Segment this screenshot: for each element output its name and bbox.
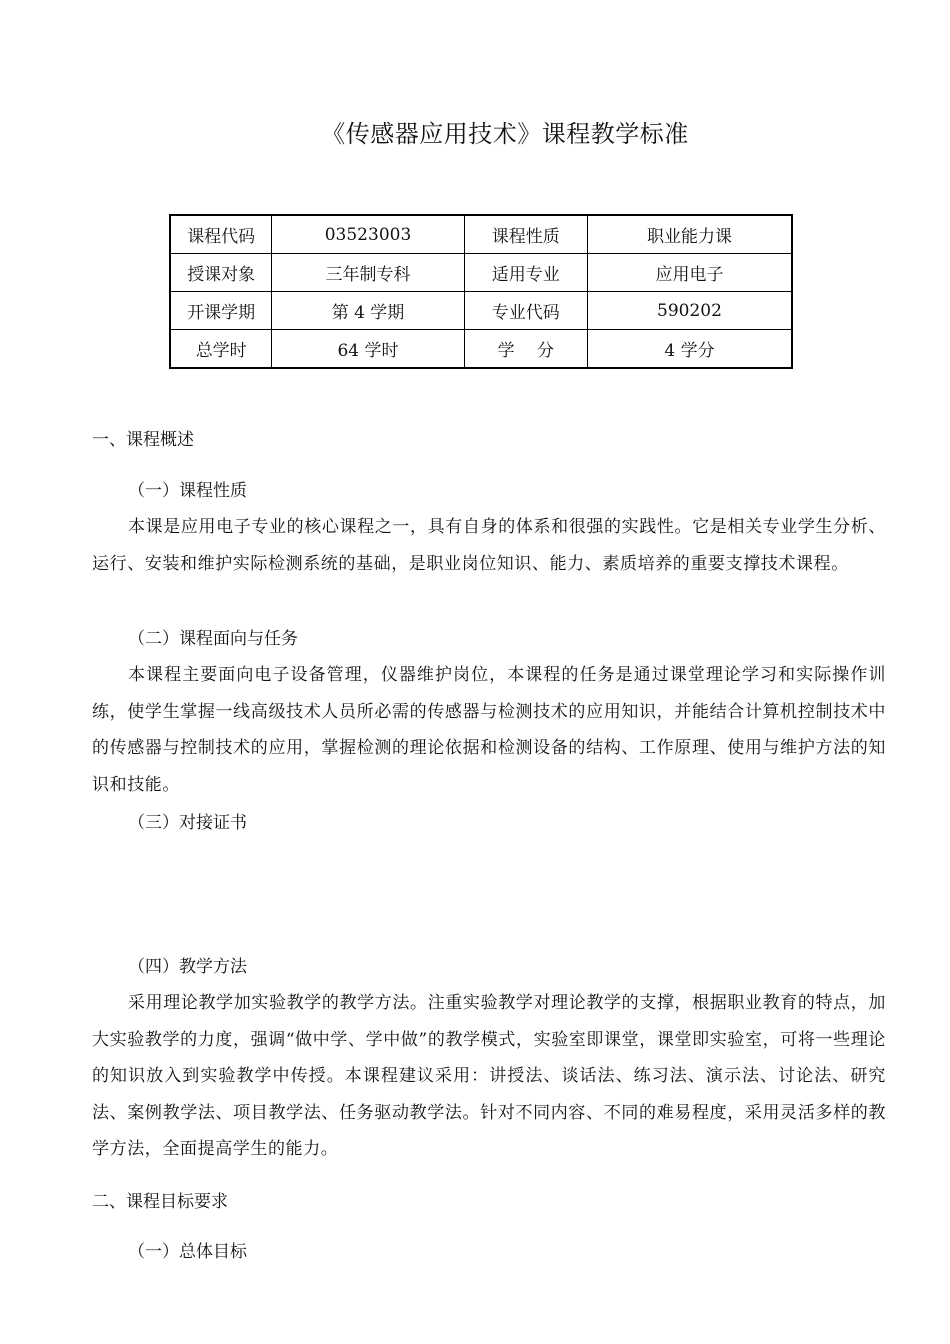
table-cell: 开课学期 <box>170 292 272 330</box>
subsection-heading-nature: （一）课程性质 <box>128 481 247 501</box>
subsection-heading-methods: （四）教学方法 <box>128 957 247 977</box>
section-heading-overview: 一、课程概述 <box>92 430 194 450</box>
table-cell: 64 学时 <box>272 330 464 369</box>
table-cell: 适用专业 <box>464 254 587 292</box>
table-row <box>170 254 792 292</box>
subsection-heading-certificate: （三）对接证书 <box>128 813 247 833</box>
table-cell: 学 分 <box>464 330 587 369</box>
table-cell: 专业代码 <box>464 292 587 330</box>
table-cell: 总学时 <box>170 330 272 369</box>
table-row <box>170 330 792 369</box>
paragraph-methods: 采用理论教学加实验教学的教学方法。注重实验教学对理论教学的支撑，根据职业教育的特点，加大实验教学的力度，强调“做中学、学中做”的教学模式，实验室即课堂，课堂即实验室，可将一些理论的知识放入到实验教学中传授。本课程建议采用：讲授法、谈话法、练习法、演示法、讨论法、研究法、案例教学法、项目教学法、任务驱动教学法。针对不同内容、不同的难易程度，采用灵活多样的教学方法，全面提高学生的能力。 <box>92 993 886 1159</box>
table-cell: 职业能力课 <box>587 215 792 254</box>
table-cell: 第 4 学期 <box>272 292 464 330</box>
table-row <box>170 215 792 254</box>
table-cell: 课程代码 <box>170 215 272 254</box>
course-info-table <box>169 214 793 369</box>
table-cell: 三年制专科 <box>272 254 464 292</box>
table-cell: 4 学分 <box>587 330 792 369</box>
document-title: 《传感器应用技术》课程教学标准 <box>321 120 689 148</box>
table-cell: 应用电子 <box>587 254 792 292</box>
table-cell: 授课对象 <box>170 254 272 292</box>
paragraph-tasks: 本课程主要面向电子设备管理，仪器维护岗位，本课程的任务是通过课堂理论学习和实际操作训练，使学生掌握一线高级技术人员所必需的传感器与检测技术的应用知识，并能结合计算机控制技术中的传感器与控制技术的应用，掌握检测的理论依据和检测设备的结构、工作原理、使用与维护方法的知识和技能。 <box>92 665 886 795</box>
table-cell: 590202 <box>587 292 792 330</box>
table-cell: 03523003 <box>272 215 464 254</box>
subsection-heading-overall-goal: （一）总体目标 <box>128 1242 247 1262</box>
subsection-heading-tasks: （二）课程面向与任务 <box>128 629 298 649</box>
table-row <box>170 292 792 330</box>
section-heading-objectives: 二、课程目标要求 <box>92 1192 228 1212</box>
table-cell: 课程性质 <box>464 215 587 254</box>
paragraph-nature: 本课是应用电子专业的核心课程之一，具有自身的体系和很强的实践性。它是相关专业学生分析、运行、安装和维护实际检测系统的基础，是职业岗位知识、能力、素质培养的重要支撑技术课程。 <box>92 517 886 574</box>
